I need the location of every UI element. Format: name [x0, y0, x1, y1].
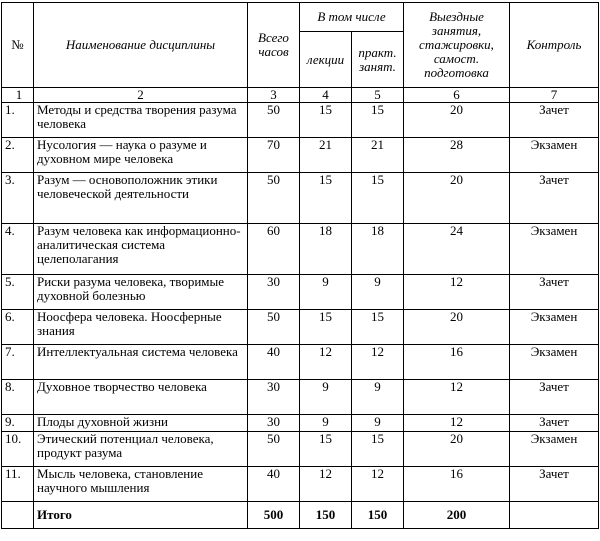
column-number: 6 — [404, 88, 510, 103]
row-number: 1. — [2, 103, 34, 138]
practice-hours: 12 — [352, 467, 404, 502]
outside-hours: 12 — [404, 415, 510, 432]
column-number: 3 — [248, 88, 300, 103]
practice-hours: 12 — [352, 345, 404, 380]
outside-hours: 16 — [404, 467, 510, 502]
table-row — [2, 345, 599, 380]
lecture-hours: 15 — [300, 310, 352, 345]
control-type: Экзамен — [510, 432, 599, 467]
column-number: 1 — [2, 88, 34, 103]
control-type: Экзамен — [510, 345, 599, 380]
control-type: Зачет — [510, 275, 599, 310]
lecture-hours: 9 — [300, 415, 352, 432]
lecture-hours: 18 — [300, 224, 352, 275]
row-number: 3. — [2, 173, 34, 224]
practice-hours: 15 — [352, 103, 404, 138]
outside-hours: 20 — [404, 173, 510, 224]
table-row — [2, 138, 599, 173]
lecture-hours: 15 — [300, 432, 352, 467]
totals-control-empty — [510, 502, 599, 529]
table-row — [2, 173, 599, 224]
practice-hours: 21 — [352, 138, 404, 173]
control-type: Зачет — [510, 467, 599, 502]
lecture-hours: 9 — [300, 380, 352, 415]
practice-hours: 9 — [352, 275, 404, 310]
row-number: 5. — [2, 275, 34, 310]
total-hours: 30 — [248, 380, 300, 415]
total-hours: 50 — [248, 103, 300, 138]
discipline-name: Методы и средства творения разума человека — [34, 103, 248, 138]
outside-hours: 24 — [404, 224, 510, 275]
row-number: 6. — [2, 310, 34, 345]
total-hours: 30 — [248, 275, 300, 310]
practice-hours: 15 — [352, 310, 404, 345]
curriculum-table — [1, 2, 599, 529]
header-including: В том числе — [300, 3, 404, 32]
practice-hours: 18 — [352, 224, 404, 275]
discipline-name: Мысль человека, становление научного мышления — [34, 467, 248, 502]
column-number: 4 — [300, 88, 352, 103]
practice-hours: 9 — [352, 380, 404, 415]
total-hours: 50 — [248, 173, 300, 224]
discipline-name: Разум человека как информационно-аналитическая система целеполагания — [34, 224, 248, 275]
control-type: Экзамен — [510, 310, 599, 345]
total-hours: 40 — [248, 345, 300, 380]
total-hours: 40 — [248, 467, 300, 502]
outside-hours: 20 — [404, 310, 510, 345]
outside-hours: 20 — [404, 103, 510, 138]
control-type: Зачет — [510, 415, 599, 432]
table-row — [2, 380, 599, 415]
header-total-hours: Всего часов — [248, 3, 300, 88]
header-name: Наименование дисциплины — [34, 3, 248, 88]
control-type: Зачет — [510, 173, 599, 224]
total-hours: 60 — [248, 224, 300, 275]
practice-hours: 9 — [352, 415, 404, 432]
totals-lectures: 150 — [300, 502, 352, 529]
outside-hours: 12 — [404, 380, 510, 415]
column-number-row — [2, 88, 599, 103]
discipline-name: Нусология — наука о разуме и духовном мире человека — [34, 138, 248, 173]
column-number: 2 — [34, 88, 248, 103]
control-type: Зачет — [510, 103, 599, 138]
total-hours: 50 — [248, 432, 300, 467]
totals-hours: 500 — [248, 502, 300, 529]
outside-hours: 16 — [404, 345, 510, 380]
total-hours: 30 — [248, 415, 300, 432]
totals-row — [2, 502, 599, 529]
control-type: Экзамен — [510, 224, 599, 275]
outside-hours: 28 — [404, 138, 510, 173]
totals-empty — [2, 502, 34, 529]
discipline-name: Плоды духовной жизни — [34, 415, 248, 432]
header-lectures: лекции — [300, 32, 352, 88]
row-number: 11. — [2, 467, 34, 502]
table-row — [2, 310, 599, 345]
outside-hours: 12 — [404, 275, 510, 310]
lecture-hours: 21 — [300, 138, 352, 173]
column-number: 5 — [352, 88, 404, 103]
lecture-hours: 9 — [300, 275, 352, 310]
lecture-hours: 15 — [300, 173, 352, 224]
control-type: Зачет — [510, 380, 599, 415]
header-practice: практ. занят. — [352, 32, 404, 88]
discipline-name: Духовное творчество человека — [34, 380, 248, 415]
discipline-name: Разум — основоположник этики человеческой деятельности — [34, 173, 248, 224]
discipline-name: Этический потенциал человека, продукт разума — [34, 432, 248, 467]
total-hours: 70 — [248, 138, 300, 173]
lecture-hours: 12 — [300, 467, 352, 502]
table-row — [2, 467, 599, 502]
row-number: 7. — [2, 345, 34, 380]
discipline-name: Риски разума человека, творимые духовной болезнью — [34, 275, 248, 310]
table-row — [2, 103, 599, 138]
control-type: Экзамен — [510, 138, 599, 173]
row-number: 8. — [2, 380, 34, 415]
header-num: № — [2, 3, 34, 88]
outside-hours: 20 — [404, 432, 510, 467]
row-number: 4. — [2, 224, 34, 275]
totals-outside: 200 — [404, 502, 510, 529]
table-row — [2, 415, 599, 432]
header-control: Контроль — [510, 3, 599, 88]
table-row — [2, 224, 599, 275]
totals-label: Итого — [34, 502, 248, 529]
total-hours: 50 — [248, 310, 300, 345]
row-number: 10. — [2, 432, 34, 467]
table-row — [2, 432, 599, 467]
header-outside: Выездные занятия, стажировки, самост. подготовка — [404, 3, 510, 88]
table-row — [2, 275, 599, 310]
lecture-hours: 15 — [300, 103, 352, 138]
lecture-hours: 12 — [300, 345, 352, 380]
row-number: 2. — [2, 138, 34, 173]
discipline-name: Ноосфера человека. Ноосферные знания — [34, 310, 248, 345]
totals-practice: 150 — [352, 502, 404, 529]
row-number: 9. — [2, 415, 34, 432]
discipline-name: Интеллектуальная система человека — [34, 345, 248, 380]
column-number: 7 — [510, 88, 599, 103]
practice-hours: 15 — [352, 173, 404, 224]
practice-hours: 15 — [352, 432, 404, 467]
